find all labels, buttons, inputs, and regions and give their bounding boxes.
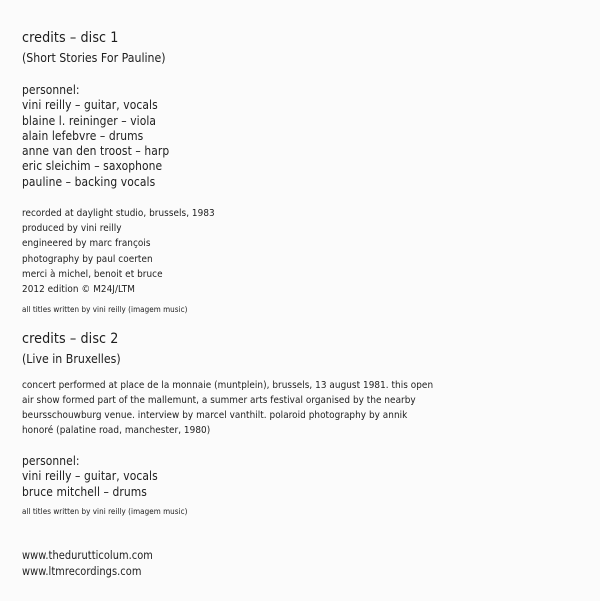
website-link[interactable]: www.ltmrecordings.com — [22, 565, 142, 578]
disc1-detail: photography by paul coerten — [22, 254, 153, 265]
disc2-subtitle: (Live in Bruxelles) — [22, 351, 121, 366]
disc2-personnel-item: vini reilly – guitar, vocals — [22, 469, 158, 483]
disc1-detail: produced by vini reilly — [22, 223, 122, 234]
disc1-personnel-item: alain lefebvre – drums — [22, 129, 144, 143]
disc1-detail: 2012 edition © M24J/LTM — [22, 284, 135, 295]
disc1-personnel-item: vini reilly – guitar, vocals — [22, 98, 158, 112]
disc2-description-line: air show formed part of the mallemunt, a summer arts festival organised by the nearby — [22, 395, 416, 406]
disc2-footnote: all titles written by vini reilly (imagem music) — [22, 506, 188, 516]
disc2-personnel-item: bruce mitchell – drums — [22, 485, 147, 499]
disc2-description-line: beursschouwburg venue. interview by marcel vanthilt. polaroid photography by annik — [22, 410, 408, 421]
disc1-personnel-item: eric sleichim – saxophone — [22, 159, 163, 173]
disc2-description-line: concert performed at place de la monnaie (muntplein), brussels, 13 august 1981. this open — [22, 380, 434, 391]
disc2-description-line: honoré (palatine road, manchester, 1980) — [22, 425, 211, 436]
disc1-personnel-item: anne van den troost – harp — [22, 144, 170, 158]
disc1-footnote: all titles written by vini reilly (imagem music) — [22, 304, 188, 314]
disc1-personnel-item: pauline – backing vocals — [22, 175, 156, 189]
disc1-detail: engineered by marc françois — [22, 238, 151, 249]
disc1-subtitle: (Short Stories For Pauline) — [22, 50, 166, 65]
disc1-detail: merci à michel, benoit et bruce — [22, 269, 163, 280]
disc2-personnel-heading: personnel: — [22, 454, 80, 468]
disc2-title: credits – disc 2 — [22, 331, 119, 347]
disc1-detail: recorded at daylight studio, brussels, 1983 — [22, 208, 215, 219]
website-link[interactable]: www.thedurutticolum.com — [22, 549, 153, 562]
disc1-title: credits – disc 1 — [22, 30, 119, 46]
disc1-personnel-heading: personnel: — [22, 83, 80, 97]
disc1-personnel-item: blaine l. reininger – viola — [22, 114, 157, 128]
